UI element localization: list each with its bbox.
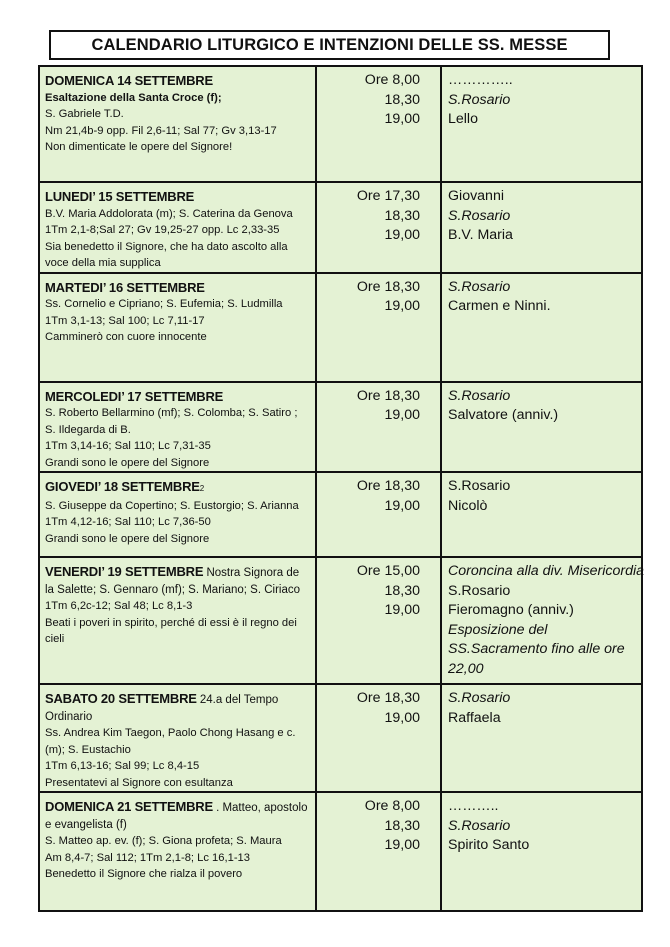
readings-text: 1Tm 6,2c-12; Sal 48; Lc 8,1-3 [45, 600, 193, 612]
mass-time: 19,00 [384, 407, 420, 423]
day-heading: LUNEDI’ 15 SETTEMBRE [45, 189, 195, 204]
table-row [39, 273, 642, 382]
intention: Carmen e Ninni. [448, 298, 551, 314]
saints-text: S. Roberto Bellarmino (mf); S. Colomba; S. Satiro ; S. Ildegarda di B. [45, 407, 298, 436]
mass-time: 18,30 [384, 91, 420, 108]
mass-times-cell [316, 472, 441, 557]
calendar-table [38, 65, 643, 912]
table-row [39, 557, 642, 684]
intentions-cell [441, 382, 642, 473]
saints-text: B.V. Maria Addolorata (m); S. Caterina da Genova [45, 207, 293, 220]
intention: S.Rosario [448, 387, 511, 404]
intention: ……….. [448, 798, 499, 814]
intention: S.Rosario [448, 817, 511, 834]
mass-time: Ore 18,30 [356, 478, 420, 494]
mass-times-cell [316, 182, 441, 273]
intention: ………….. [448, 72, 513, 88]
saints-text: S. Gabriele T.D. [45, 108, 124, 120]
mass-time: Ore 15,00 [356, 563, 420, 579]
feast-text: Esaltazione della Santa Croce (f); [45, 91, 222, 104]
readings-text: 1Tm 2,1-8;Sal 27; Gv 19,25-27 opp. Lc 2,33-35 [45, 224, 280, 236]
intentions-cell [441, 273, 642, 382]
table-row [39, 382, 642, 473]
readings-text: 1Tm 6,13-16; Sal 99; Lc 8,4-15 [45, 760, 200, 772]
intentions-cell [441, 684, 642, 792]
day-heading-text: SABATO 20 SETTEMBRE [45, 691, 197, 706]
motto-text: Camminerò con cuore innocente [45, 331, 207, 343]
table-row [39, 792, 642, 911]
intentions-cell [441, 472, 642, 557]
readings-text: Nm 21,4b-9 opp. Fil 2,6-11; Sal 77; Gv 3,13-17 [45, 124, 277, 137]
mass-times-cell [316, 273, 441, 382]
page-title: CALENDARIO LITURGICO E INTENZIONI DELLE SS. MESSE [49, 30, 610, 60]
table-row [39, 472, 642, 557]
day-heading [45, 691, 311, 725]
mass-times-cell [316, 684, 441, 792]
mass-time: 19,00 [384, 602, 420, 618]
day-heading [45, 564, 311, 598]
intention: Esposizione del SS.Sacramento fino alle ore 22,00 [448, 621, 625, 677]
intention: Nicolò [448, 497, 488, 514]
mass-time: Ore 8,00 [364, 798, 420, 814]
table-row [39, 182, 642, 273]
day-info-cell [39, 684, 316, 792]
readings-text: 1Tm 3,14-16; Sal 110; Lc 7,31-35 [45, 440, 211, 452]
table-row [39, 66, 642, 182]
day-info-cell [39, 66, 316, 182]
motto-text: Sia benedetto il Signore, che ha dato ascolto alla voce della mia supplica [45, 240, 288, 269]
motto-text: Beati i poveri in spirito, perché di essi è il regno dei cieli [45, 616, 297, 645]
readings-text: 1Tm 4,12-16; Sal 110; Lc 7,36-50 [45, 516, 211, 528]
mass-times-cell [316, 557, 441, 684]
intentions-cell [441, 557, 645, 684]
intention: S.Rosario [448, 207, 511, 224]
intention: Coroncina alla div. Misericordia [448, 563, 645, 579]
day-info-cell [39, 792, 316, 911]
mass-time: Ore 8,00 [364, 72, 420, 88]
mass-time: 19,00 [384, 227, 420, 243]
motto-text: Grandi sono le opere del Signore [45, 456, 210, 469]
mass-time: 19,00 [384, 298, 420, 314]
day-info-cell [39, 472, 316, 557]
saints-text: Ss. Cornelio e Cipriano; S. Eufemia; S. Ludmilla [45, 298, 283, 310]
saints-text: Ss. Andrea Kim Taegon, Paolo Chong Hasang e c. (m); S. Eustachio [45, 727, 296, 756]
feast-text: . Matteo, apostolo e evangelista (f) [45, 802, 308, 831]
mass-time: Ore 18,30 [356, 690, 420, 706]
intention: Fieromagno (anniv.) [448, 602, 574, 618]
mass-time: 19,00 [384, 111, 420, 127]
intention: B.V. Maria [448, 227, 513, 243]
day-heading [45, 479, 311, 498]
mass-times-cell [316, 66, 441, 182]
feast-text: 24.a del Tempo Ordinario [45, 694, 279, 723]
mass-time: 18,30 [384, 207, 420, 224]
day-heading [45, 799, 311, 833]
intention: S.Rosario [448, 582, 511, 599]
day-info-cell [39, 273, 316, 382]
intention: Spirito Santo [448, 837, 530, 853]
readings-text: 1Tm 3,1-13; Sal 100; Lc 7,11-17 [45, 314, 205, 327]
intention: S.Rosario [448, 91, 511, 108]
intention: Giovanni [448, 188, 504, 204]
intention: S.Rosario [448, 278, 511, 295]
intention: S.Rosario [448, 690, 511, 706]
table-row [39, 684, 642, 792]
intentions-cell [441, 66, 642, 182]
motto-text: Benedetto il Signore che rialza il povero [45, 868, 243, 880]
mass-time: Ore 18,30 [356, 387, 420, 404]
saints-text: S. Giuseppe da Copertino; S. Eustorgio; S. Arianna [45, 499, 299, 512]
motto-text: Presentatevi al Signore con esultanza [45, 776, 233, 789]
day-info-cell [39, 557, 316, 684]
intention: S.Rosario [448, 478, 511, 494]
mass-time: 19,00 [384, 497, 420, 514]
motto-text: Non dimenticate le opere del Signore! [45, 141, 233, 153]
mass-times-cell [316, 382, 441, 473]
mass-time: Ore 18,30 [356, 278, 420, 295]
day-heading-text: VENERDI’ 19 SETTEMBRE [45, 564, 204, 579]
intention: Raffaela [448, 709, 501, 726]
day-heading-text: DOMENICA 21 SETTEMBRE [45, 799, 213, 814]
intention: Salvatore (anniv.) [448, 407, 559, 423]
day-heading: MERCOLEDI’ 17 SETTEMBRE [45, 388, 224, 404]
day-heading: DOMENICA 14 SETTEMBRE [45, 73, 213, 88]
mass-times-cell [316, 792, 441, 911]
saints-text: S. Matteo ap. ev. (f); S. Giona profeta; S. Maura [45, 835, 282, 847]
intention: Lello [448, 111, 478, 127]
readings-text: Am 8,4-7; Sal 112; 1Tm 2,1-8; Lc 16,1-13 [45, 851, 251, 864]
day-info-cell [39, 182, 316, 273]
mass-time: 19,00 [384, 709, 420, 726]
day-heading: MARTEDI’ 16 SETTEMBRE [45, 279, 205, 295]
mass-time: 19,00 [384, 837, 420, 853]
mass-time: 18,30 [384, 817, 420, 834]
feast-text: Nostra Signora de la Salette; S. Gennaro (mf); S. Mariano; S. Ciriaco [45, 567, 301, 596]
mass-time: Ore 17,30 [356, 188, 420, 204]
day-info-cell [39, 382, 316, 473]
intentions-cell [441, 182, 642, 273]
intentions-cell [441, 792, 642, 911]
day-heading-text: GIOVEDI’ 18 SETTEMBRE [45, 479, 200, 494]
motto-text: Grandi sono le opere del Signore [45, 532, 210, 545]
day-superscript: 2 [199, 484, 204, 493]
mass-time: 18,30 [384, 582, 420, 599]
